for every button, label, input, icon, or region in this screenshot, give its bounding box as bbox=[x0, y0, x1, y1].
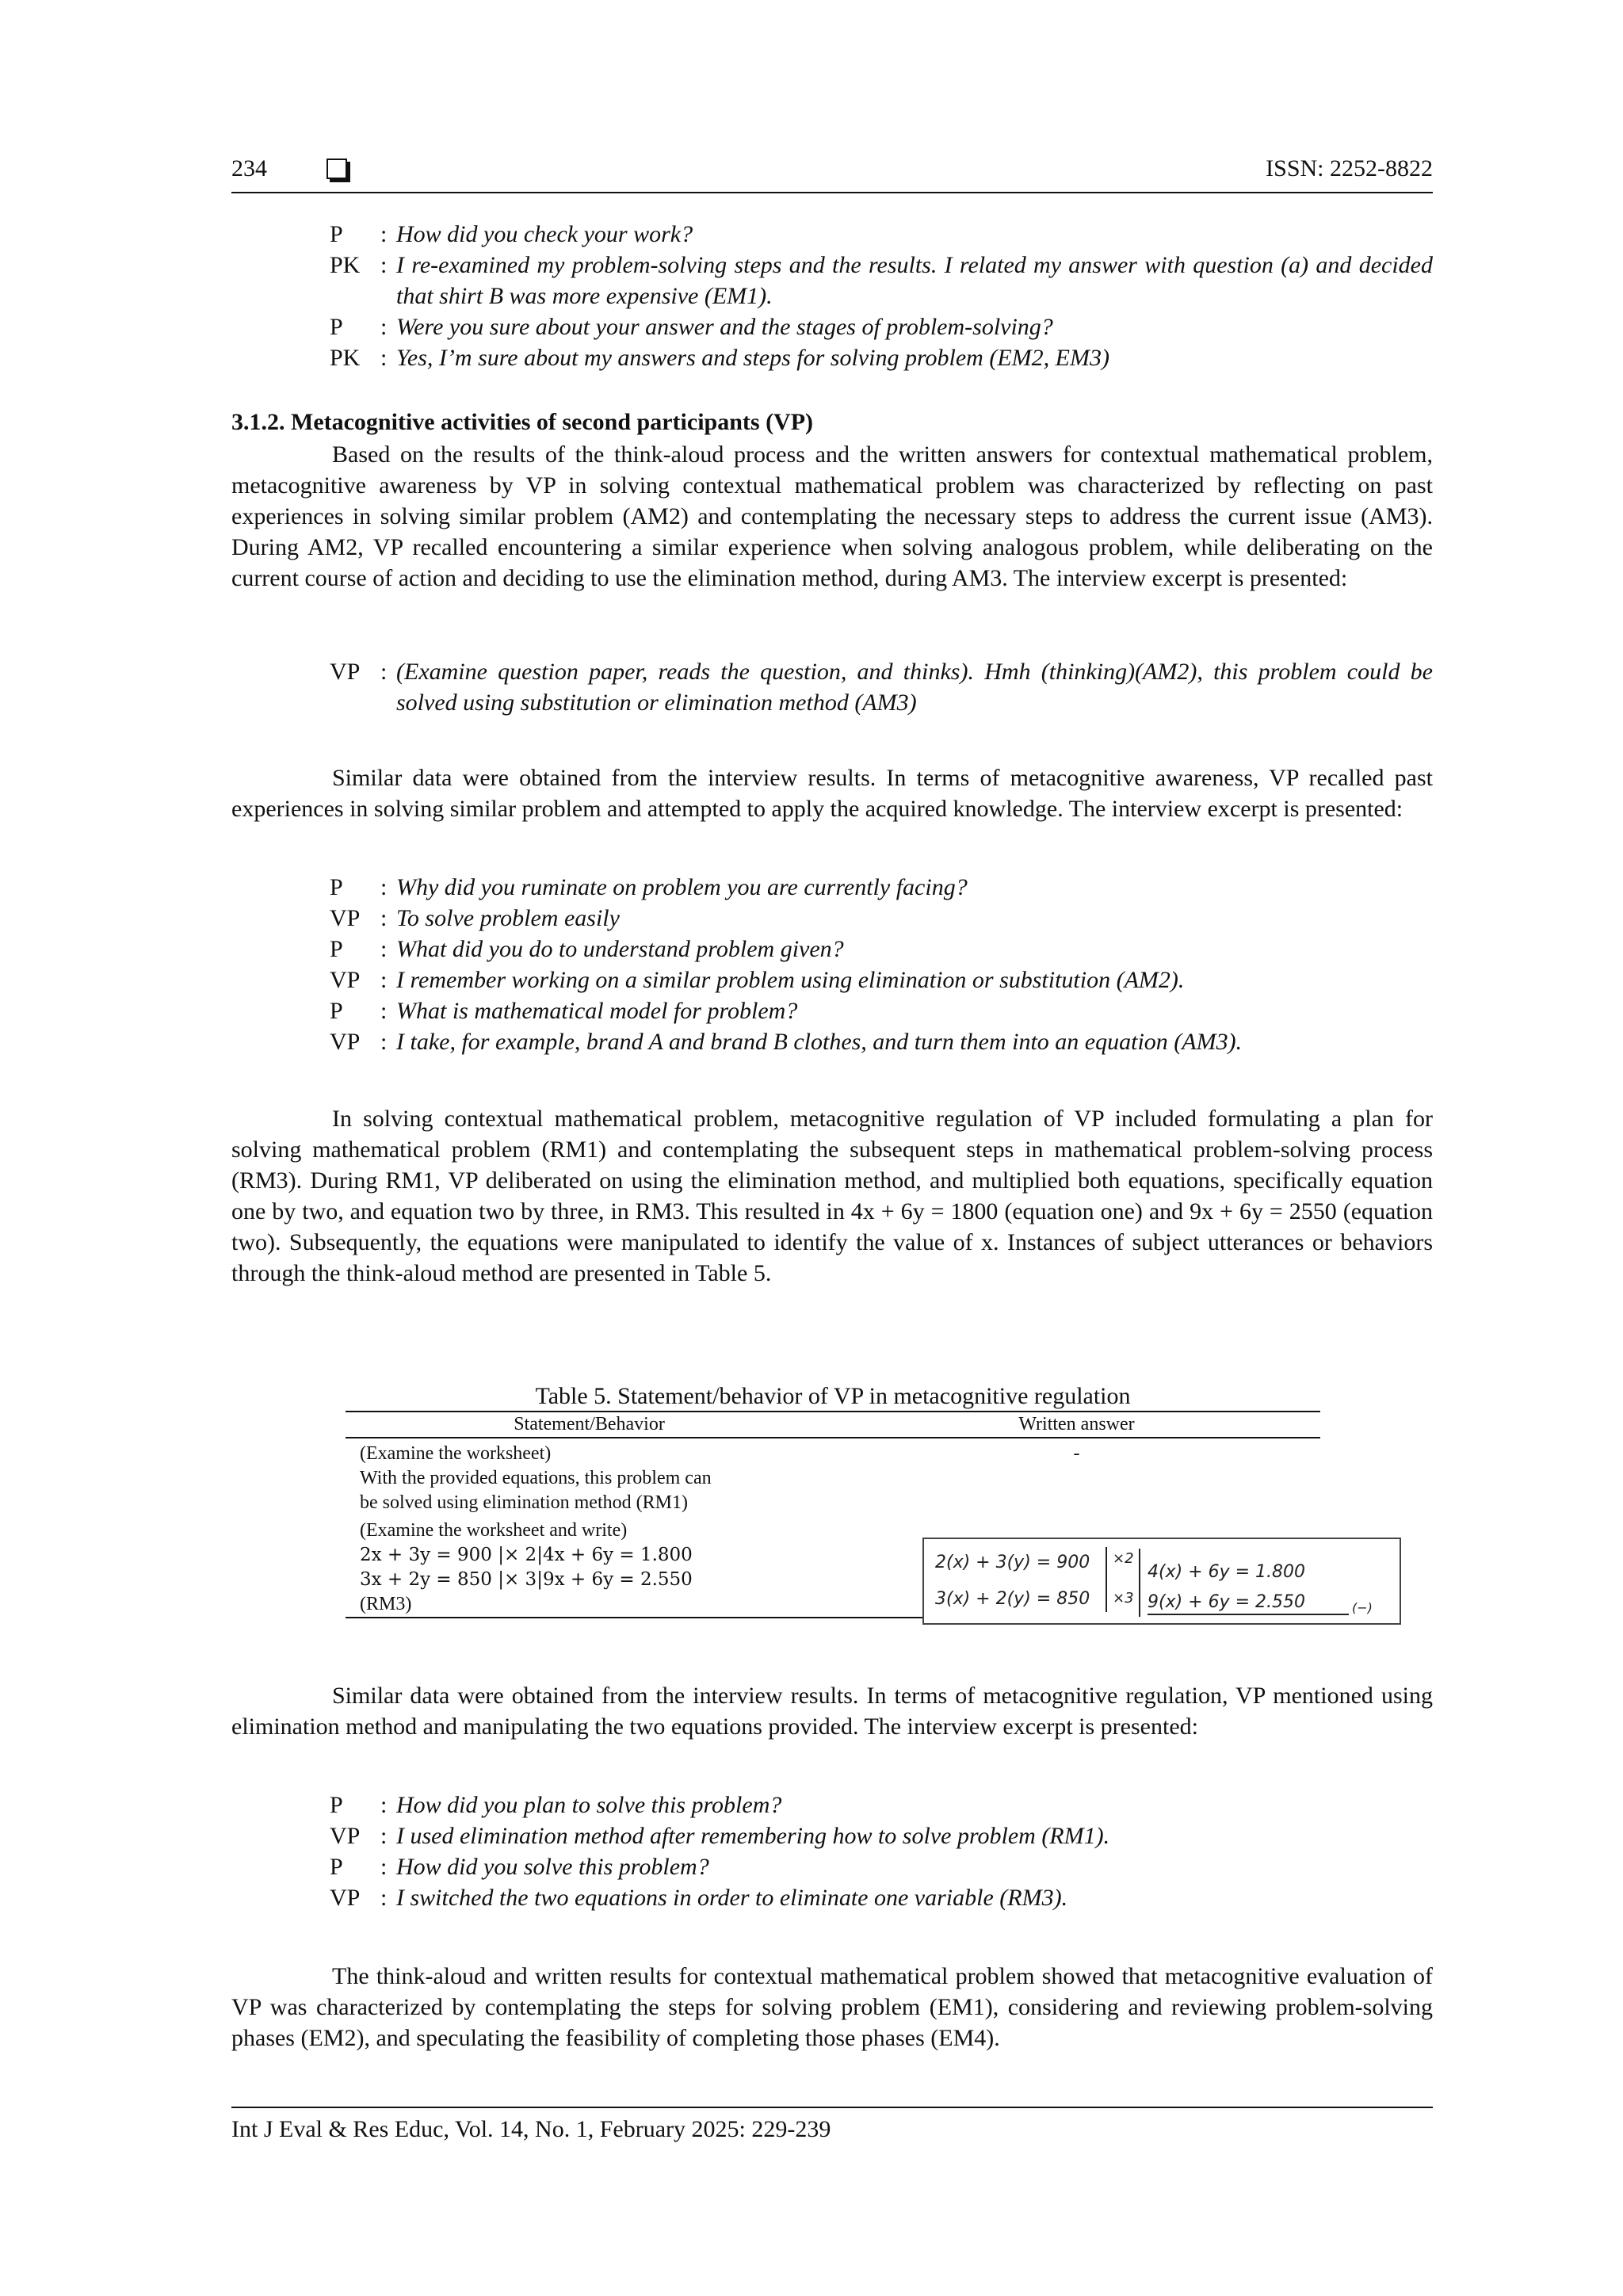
paragraph-evaluation: The think-aloud and written results for contextual mathematical problem showed that metacognitive evaluation of VP was characterized by contemplating the steps for solving problem (EM1), considering and reviewing problem-solving phases (EM2), and speculating the feasibility of completing those phases (EM4). bbox=[231, 1963, 1433, 2051]
page-header bbox=[231, 155, 1433, 193]
paragraph-interview-awareness: Similar data were obtained from the interview results. In terms of metacognitive awareness, VP recalled past experiences in solving similar problem and attempted to apply the acquired knowledge. The interview excerpt is presented: bbox=[231, 765, 1433, 822]
dialog-line: VP : (Examine question paper, reads the question, and thinks). Hmh (thinking)(AM2), this problem could be solved using substitution or elimination method (AM3) bbox=[330, 656, 1433, 718]
dialog-line: VP : I used elimination method after remembering how to solve problem (RM1). bbox=[330, 1820, 1433, 1851]
hw-eq2-right: 9(x) + 6y = 2.550 bbox=[1148, 1592, 1306, 1612]
utterance: How did you solve this problem? bbox=[396, 1854, 709, 1880]
speaker: VP bbox=[330, 967, 361, 993]
dialog-line: VP : I remember working on a similar problem using elimination or substitution (AM2). bbox=[330, 965, 1433, 995]
utterance: Why did you ruminate on problem you are currently facing? bbox=[396, 874, 968, 900]
dialog-vp-regulation bbox=[330, 1790, 1433, 1913]
square-bullet-icon bbox=[327, 159, 347, 179]
speaker: P bbox=[330, 998, 343, 1024]
speaker: P bbox=[330, 874, 343, 900]
speaker: VP bbox=[330, 1029, 361, 1055]
paragraph-interview-regulation: Similar data were obtained from the interview results. In terms of metacognitive regulation, VP mentioned using elimination method and manipulating the two equations provided. The interview excerpt is presented: bbox=[231, 1683, 1433, 1740]
column-header: Statement/Behavior bbox=[346, 1412, 833, 1438]
speaker: P bbox=[330, 314, 343, 340]
table-row bbox=[346, 1438, 1320, 1515]
utterance: I take, for example, brand A and brand B clothes, and turn them into an equation (AM3). bbox=[396, 1029, 1243, 1055]
paragraph-awareness: Based on the results of the think-aloud process and the written answers for contextual mathematical problem, metacognitive awareness by VP in solving contextual mathematical problem was characterized by reflecting on past experiences in solving similar problem (AM2) and contemplating the necessary steps to address the current issue (AM3). During AM2, VP recalled encountering a similar experience when solving analogous problem, while deliberating on the current course of action and deciding to use the elimination method, during AM3. The interview excerpt is presented: bbox=[231, 441, 1433, 591]
utterance: I switched the two equations in order to eliminate one variable (RM3). bbox=[396, 1885, 1068, 1911]
dialog-line: P : What is mathematical model for problem? bbox=[330, 995, 1433, 1026]
dialog-line: P : How did you plan to solve this problem? bbox=[330, 1790, 1433, 1820]
statement-cell: (Examine the worksheet) With the provided equations, this problem can be solved using elimination method (RM1) bbox=[360, 1443, 712, 1513]
dialog-line: VP : I take, for example, brand A and brand B clothes, and turn them into an equation (AM3). bbox=[330, 1026, 1433, 1057]
utterance: What is mathematical model for problem? bbox=[396, 998, 798, 1024]
answer-cell: - bbox=[1073, 1443, 1080, 1464]
section-heading: 3.1.2. Metacognitive activities of second participants (VP) bbox=[231, 409, 814, 435]
speaker: VP bbox=[330, 1823, 361, 1849]
speaker: PK bbox=[330, 252, 361, 278]
utterance: I re-examined my problem-solving steps and the results. I related my answer with question (a) and decided that shirt B was more expensive (EM1). bbox=[396, 252, 1433, 309]
dialog-line: P : What did you do to understand problem given? bbox=[330, 934, 1433, 965]
utterance: Yes, I’m sure about my answers and steps for solving problem (EM2, EM3) bbox=[396, 345, 1109, 371]
dialog-line: P : How did you solve this problem? bbox=[330, 1851, 1433, 1882]
table-5 bbox=[346, 1382, 1373, 1618]
statement-cell: (Examine the worksheet and write) 2x + 3y = 900 |× 2|4x + 6y = 1.800 3x + 2y = 850 |× 3|9x + 6y = 2.550 (RM3) bbox=[346, 1515, 833, 1618]
speaker: VP bbox=[330, 659, 361, 685]
dialog-pk bbox=[330, 219, 1433, 373]
speaker: PK bbox=[330, 345, 361, 371]
dialog-line: VP : I switched the two equations in order to eliminate one variable (RM3). bbox=[330, 1882, 1433, 1913]
column-header: Written answer bbox=[833, 1412, 1320, 1438]
speaker: VP bbox=[330, 905, 361, 931]
dialog-vp-awareness bbox=[330, 872, 1433, 1057]
speaker: P bbox=[330, 1854, 343, 1880]
page-number: 234 bbox=[231, 155, 267, 181]
dialog-line: PK : I re-examined my problem-solving steps and the results. I related my answer with question (a) and decided that shirt B was more expensive (EM1). bbox=[330, 250, 1433, 311]
dialog-line: VP : To solve problem easily bbox=[330, 903, 1433, 934]
speaker: VP bbox=[330, 1885, 361, 1911]
dialog-line: PK : Yes, I’m sure about my answers and steps for solving problem (EM2, EM3) bbox=[330, 342, 1433, 373]
hw-eq1-right: 4(x) + 6y = 1.800 bbox=[1148, 1562, 1306, 1582]
dialog-line: P : Why did you ruminate on problem you are currently facing? bbox=[330, 872, 1433, 903]
hw-eq1-left: 2(x) + 3(y) = 900 bbox=[935, 1553, 1090, 1572]
speaker: P bbox=[330, 1792, 343, 1818]
page-footer: Int J Eval & Res Educ, Vol. 14, No. 1, February 2025: 229-239 bbox=[231, 2107, 1433, 2143]
paragraph-regulation: In solving contextual mathematical problem, metacognitive regulation of VP included formulating a plan for solving mathematical problem (RM1) and contemplating the subsequent steps in mathematical problem-solving process (RM3). During RM1, VP deliberated on using the elimination method, and multiplied both equations, specifically equation one by two, and equation two by three, in RM3. This resulted in 4x + 6y = 1800 (equation one) and 9x + 6y = 2550 (equation two). Subsequently, the equations were manipulated to identify the value of x. Instances of subject utterances or behaviors through the think-aloud method are presented in Table 5. bbox=[231, 1106, 1433, 1286]
hw-mult-2: ×3 bbox=[1113, 1590, 1134, 1606]
utterance: (Examine question paper, reads the question, and thinks). Hmh (thinking)(AM2), this problem could be solved using substitution or elimination method (AM3) bbox=[396, 659, 1433, 716]
utterance: What did you do to understand problem given? bbox=[396, 936, 844, 962]
hw-operator: (−) bbox=[1352, 1600, 1373, 1615]
handwritten-answer-image bbox=[922, 1538, 1401, 1625]
think-aloud-quote bbox=[330, 656, 1433, 718]
hw-eq2-left: 3(x) + 2(y) = 850 bbox=[935, 1589, 1090, 1609]
utterance: I used elimination method after remembering how to solve problem (RM1). bbox=[396, 1823, 1110, 1849]
utterance: Were you sure about your answer and the stages of problem-solving? bbox=[396, 314, 1053, 340]
speaker: P bbox=[330, 221, 343, 247]
issn: ISSN: 2252-8822 bbox=[1266, 155, 1433, 181]
dialog-line: P : How did you check your work? bbox=[330, 219, 1433, 250]
utterance: How did you check your work? bbox=[396, 221, 693, 247]
table-caption: Table 5. Statement/behavior of VP in metacognitive regulation bbox=[535, 1383, 1131, 1409]
utterance: I remember working on a similar problem using elimination or substitution (AM2). bbox=[396, 967, 1185, 993]
speaker: P bbox=[330, 936, 343, 962]
utterance: To solve problem easily bbox=[396, 905, 620, 931]
utterance: How did you plan to solve this problem? bbox=[396, 1792, 782, 1818]
dialog-line: P : Were you sure about your answer and the stages of problem-solving? bbox=[330, 311, 1433, 342]
hw-mult-1: ×2 bbox=[1113, 1550, 1134, 1567]
